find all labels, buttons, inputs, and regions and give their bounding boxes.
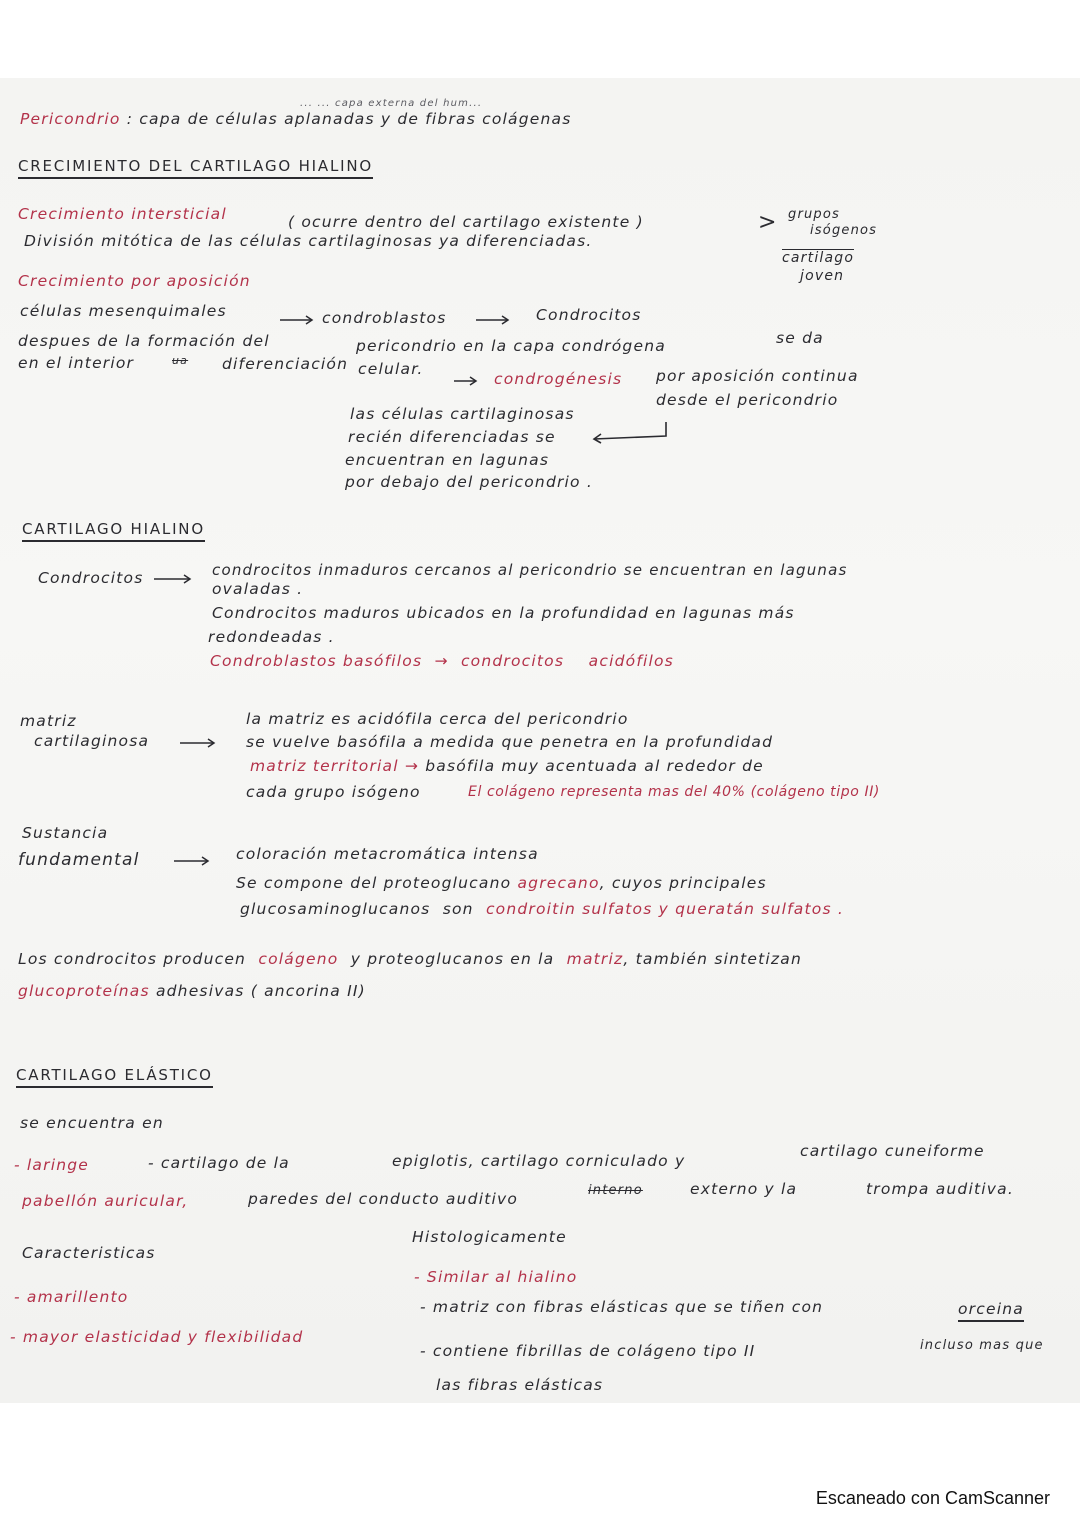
glucosaminoglucanos-line: glucosaminoglucanos son condroitin sulfatos y queratán sulfatos .	[240, 900, 844, 918]
cartilago-cuneiforme: cartilago cuneiforme	[800, 1142, 985, 1160]
condrocitos-label: Condrocitos	[38, 569, 144, 587]
colageno-40: El colágeno representa mas del 40% (colágeno tipo II)	[468, 784, 880, 800]
elastico-title: CARTILAGO ELÁSTICO	[16, 1066, 213, 1088]
pericondrio-line: Pericondrio : capa de células aplanadas y de fibras colágenas	[20, 110, 572, 128]
crecimiento-intersticial: Crecimiento intersticial	[18, 205, 227, 223]
las-fibras-elasticas: las fibras elásticas	[436, 1376, 604, 1394]
despues-b: pericondrio en la capa condrógena	[356, 337, 666, 355]
division-mitotica: División mitótica de las células cartilaginosas ya diferenciadas.	[24, 232, 593, 250]
struck-text: ua	[172, 354, 189, 367]
matriz-label-2: cartilaginosa	[34, 732, 150, 750]
condrogenesis: condrogénesis	[494, 370, 623, 388]
caracteristicas: Caracteristicas	[22, 1244, 156, 1262]
recien-4: por debajo del pericondrio .	[345, 473, 593, 491]
arrow-right-icon	[280, 315, 316, 325]
arrow-right-icon	[154, 574, 194, 584]
condroblastos: condroblastos	[322, 309, 447, 327]
intersticial-paren: ( ocurre dentro del cartilago existente )	[288, 213, 644, 231]
interior-a: en el interior	[18, 354, 135, 372]
recien-1: las células cartilaginosas	[350, 405, 575, 423]
crecimiento-aposicion: Crecimiento por aposición	[18, 272, 251, 290]
celular: celular.	[358, 360, 424, 378]
camscanner-footer: Escaneado con CamScanner	[815, 1488, 1050, 1508]
amarillento: - amarillento	[14, 1288, 129, 1306]
se-encuentra: se encuentra en	[20, 1114, 164, 1132]
se-da: se da	[776, 329, 824, 347]
contiene-fibrillas: - contiene fibrillas de colágeno tipo II	[420, 1342, 756, 1360]
crecimiento-title: CRECIMIENTO DEL CARTILAGO HIALINO	[18, 157, 373, 179]
faded-top-line: ... ... capa externa del hum...	[300, 98, 483, 109]
matriz-label-1: matriz	[20, 712, 77, 730]
glucoproteinas-line: glucoproteínas adhesivas ( ancorina II)	[18, 982, 366, 1000]
cartilago-joven-2: joven	[800, 268, 845, 284]
cartilago-joven-1: cartilago	[782, 250, 855, 266]
ovaladas: ovaladas .	[212, 580, 304, 598]
matriz-acidofila: la matriz es acidófila cerca del pericondrio	[246, 710, 629, 728]
struck-interno: interno	[588, 1183, 643, 1198]
condrocitos-maduros: Condrocitos maduros ubicados en la profundidad en lagunas más	[212, 604, 795, 622]
externo-y-la: externo y la	[690, 1180, 798, 1198]
coloracion: coloración metacromática intensa	[236, 845, 539, 863]
grupo-isogeno: cada grupo isógeno	[246, 783, 421, 801]
hialino-title: CARTILAGO HIALINO	[22, 520, 205, 542]
matriz-basofila: se vuelve basófila a medida que penetra en la profundidad	[246, 733, 774, 751]
recien-3: encuentran en lagunas	[345, 451, 550, 469]
conducto-auditivo: paredes del conducto auditivo	[248, 1190, 519, 1208]
isogenos-label: isógenos	[810, 223, 878, 238]
similar-hialino: - Similar al hialino	[414, 1268, 578, 1286]
fundamental-label: fundamental	[18, 850, 140, 870]
epiglotis-corniculado: epiglotis, cartilago corniculado y	[392, 1152, 686, 1170]
matriz-territorial-line: matriz territorial → basófila muy acentuada al rededor de	[250, 757, 764, 775]
greater-than-arrow: >	[758, 210, 778, 235]
grupos-label: grupos	[788, 207, 841, 222]
por-aposicion: por aposición continua	[656, 367, 859, 385]
arrow-right-icon	[180, 738, 218, 748]
mayor-elasticidad: - mayor elasticidad y flexibilidad	[10, 1328, 304, 1346]
condrocitos-inmaduros: condrocitos inmaduros cercanos al pericondrio se encuentran en lagunas	[212, 561, 848, 579]
proteoglucano-line: Se compone del proteoglucano agrecano, cuyos principales	[236, 874, 767, 892]
arrow-right-icon	[454, 376, 480, 386]
interior-b: diferenciación	[222, 355, 349, 373]
redondeadas: redondeadas .	[208, 628, 335, 646]
orceina: orceina	[958, 1300, 1024, 1322]
trompa-auditiva: trompa auditiva.	[866, 1180, 1014, 1198]
condrocitos-producen-line: Los condrocitos producen colágeno y proteoglucanos en la matriz, también sintetizan	[18, 950, 802, 968]
histologicamente: Histologicamente	[412, 1228, 567, 1246]
matriz-fibras: - matriz con fibras elásticas que se tiñen con	[420, 1298, 824, 1316]
arrow-right-icon	[476, 315, 512, 325]
condrocitos: Condrocitos	[536, 306, 642, 324]
despues-a: despues de la formación del	[18, 332, 270, 350]
pabellon-auricular: pabellón auricular,	[22, 1192, 189, 1210]
sustancia-label: Sustancia	[22, 824, 109, 842]
desde-pericondrio: desde el pericondrio	[656, 391, 839, 409]
celulas-mesenquimales: células mesenquimales	[20, 302, 227, 320]
recien-2: recién diferenciadas se	[348, 428, 556, 446]
arrow-right-icon	[174, 856, 212, 866]
laringe: - laringe	[14, 1156, 90, 1174]
cartilago-epiglotis: - cartilago de la	[148, 1154, 290, 1172]
arrow-left-icon	[592, 420, 672, 444]
incluso-mas-que: incluso mas que	[920, 1338, 1044, 1353]
condroblastos-line: Condroblastos basófilos → condrocitos acidófilos	[210, 652, 674, 670]
